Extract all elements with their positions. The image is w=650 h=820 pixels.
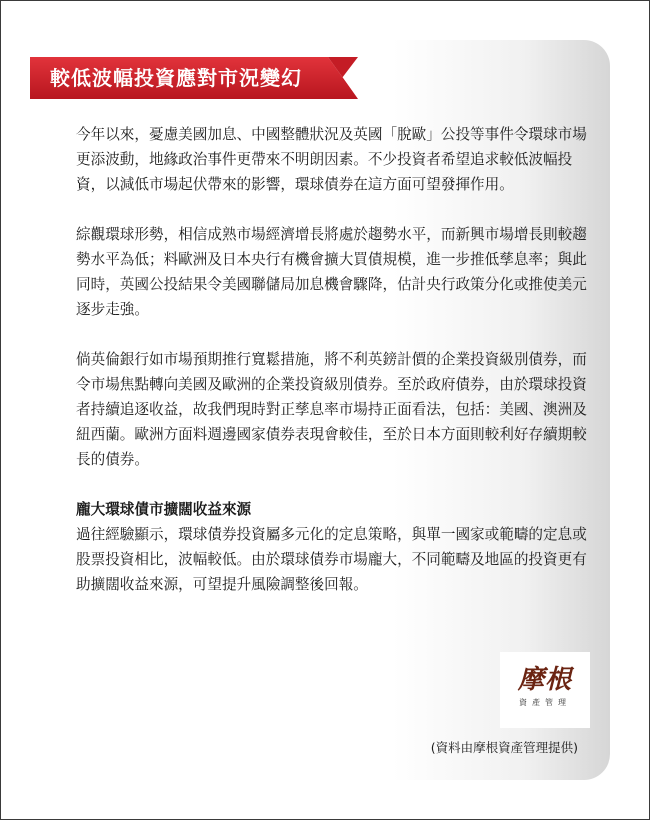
article-body <box>76 122 590 597</box>
paragraph-3: 倘英倫銀行如市場預期推行寬鬆措施，將不利英鎊計價的企業投資級別債券，而令市場焦點轉向美國及歐洲的企業投資級別債券。至於政府債券，由於環球投資者持續追逐收益，故我們現時對正孳息率市場持正面看法，包括：美國、澳洲及紐西蘭。歐洲方面料週邊國家債券表現會較佳，至於日本方面則較利好存續期較長的債券。 <box>76 351 587 468</box>
banner-title: 較低波幅投資應對市況變幻 <box>50 66 302 90</box>
paragraph-2: 綜觀環球形勢，相信成熟市場經濟增長將處於趨勢水平，而新興市場增長則較趨勢水平為低；料歐洲及日本央行有機會擴大買債規模，進一步推低孳息率；與此同時，英國公投結果令美國聯儲局加息機會驟降，估計央行政策分化或推使美元逐步走強。 <box>76 226 587 318</box>
logo-sub-text: 資產管理 <box>519 698 571 707</box>
jpmorgan-logo <box>500 652 590 728</box>
section-heading: 龐大環球債市擴闊收益來源 <box>76 501 252 518</box>
paragraph-1: 今年以來，憂慮美國加息、中國整體狀況及英國「脫歐」公投等事件令環球市場更添波動，地緣政治事件更帶來不明朗因素。不少投資者希望追求較低波幅投資，以減低市場起伏帶來的影響，環球債券在這方面可望發揮作用。 <box>76 126 587 193</box>
source-note: (資料由摩根資產管理提供) <box>430 740 578 755</box>
title-banner <box>30 57 358 99</box>
paragraph-4: 過往經驗顯示，環球債券投資屬多元化的定息策略，與單一國家或範疇的定息或股票投資相比，波幅較低。由於環球債券市場龐大，不同範疇及地區的投資更有助擴闊收益來源，可望提升風險調整後回報。 <box>76 526 587 593</box>
logo-main-text: 摩根 <box>517 665 572 695</box>
